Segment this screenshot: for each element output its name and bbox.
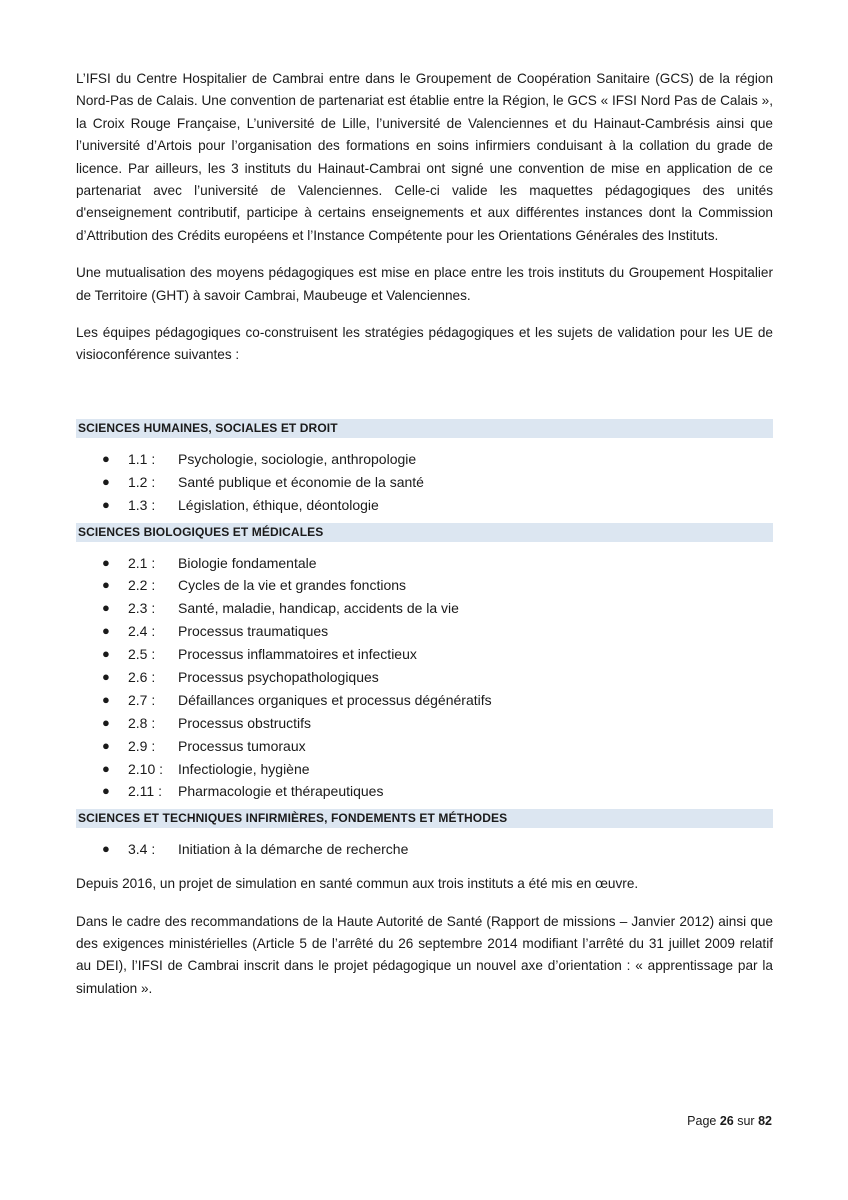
- document-body: [76, 68, 773, 1015]
- section-heading-sciences-techniques: SCIENCES ET TECHNIQUES INFIRMIÈRES, FONDEMENTS ET MÉTHODES: [76, 809, 773, 828]
- ue-label: Défaillances organiques et processus dégénératifs: [178, 691, 492, 708]
- footer-page-word: Page: [687, 1114, 717, 1128]
- ue-label: Santé publique et économie de la santé: [178, 473, 424, 490]
- list-item: [76, 735, 773, 758]
- bullet-icon: ●: [102, 473, 110, 489]
- ue-code: 3.4 :: [128, 841, 156, 858]
- bullet-icon: ●: [102, 496, 110, 512]
- ue-code: 1.2 :: [128, 473, 156, 490]
- list-item: [76, 574, 773, 597]
- bullet-icon: ●: [102, 737, 110, 753]
- has-recommendations-paragraph: Dans le cadre des recommandations de la Haute Autorité de Santé (Rapport de missions – Janvier 2012) ainsi que des exigences ministérielles (Article 5 de l’arrêté du 26 septembre 2014 modifiant l’arrêté du 31 juillet 2009 relatif au DEI), l’IFSI de Cambrai inscrit dans le projet pédagogique un nouvel axe d’orientation : « apprentissage par la simulation ».: [76, 913, 773, 996]
- intro-paragraph-gcs: L’IFSI du Centre Hospitalier de Cambrai entre dans le Groupement de Coopération Sanitaire (GCS) de la région Nord-Pas de Calais. Une convention de partenariat est établie entre la Région, le GCS « IFSI Nord Pas de Calais », la Croix Rouge Française, L’université de Lille, l’université de Valenciennes et du Hainaut-Cambrésis ainsi que l’université d’Artois pour l’organisation des formations en soins infirmiers conduisant à la collation du grade de licence. Par ailleurs, les 3 instituts du Hainaut-Cambrai ont signé une convention de mise en application de ce partenariat avec l’université de Valenciennes. Celle-ci valide les maquettes pédagogiques des unités d'enseignement contributif, participe à certains enseignements et aux différentes instances dont la Commission d’Attribution des Crédits européens et l’Instance Compétente pour les Orientations Générales des Instituts.: [76, 71, 773, 243]
- page-footer: [600, 1114, 772, 1128]
- list-item: [76, 494, 773, 517]
- list-item: [76, 552, 773, 575]
- list-item: [76, 471, 773, 494]
- ue-list-sciences-techniques: [76, 838, 773, 861]
- bullet-icon: ●: [102, 691, 110, 707]
- ue-code: 2.8 :: [128, 714, 156, 731]
- list-item: [76, 712, 773, 735]
- list-item: [76, 666, 773, 689]
- ue-code: 2.6 :: [128, 669, 156, 685]
- section-heading-sciences-biologiques: SCIENCES BIOLOGIQUES ET MÉDICALES: [76, 523, 773, 542]
- ue-label: Cycles de la vie et grandes fonctions: [178, 577, 407, 594]
- ue-code: 1.3 :: [128, 496, 156, 513]
- ue-label: Initiation à la démarche de recherche: [178, 841, 409, 858]
- spacer: [76, 382, 773, 419]
- ue-label: Infectiologie, hygiène: [178, 760, 310, 777]
- bullet-icon: ●: [102, 450, 110, 466]
- ue-code: 2.10 :: [128, 760, 164, 777]
- ue-list-sciences-humaines: [76, 448, 773, 517]
- ue-code: 2.3 :: [128, 600, 156, 617]
- bullet-icon: ●: [102, 554, 110, 570]
- ue-code: 1.1 :: [128, 450, 156, 467]
- list-item: [76, 780, 773, 803]
- bullet-icon: ●: [102, 841, 110, 857]
- bullet-icon: ●: [102, 760, 110, 776]
- bullet-icon: ●: [102, 646, 110, 662]
- ue-label: Législation, éthique, déontologie: [178, 496, 379, 513]
- ue-code: 2.9 :: [128, 737, 156, 754]
- list-item: [76, 597, 773, 620]
- ue-label: Pharmacologie et thérapeutiques: [178, 783, 384, 800]
- simulation-paragraph: Depuis 2016, un projet de simulation en santé commun aux trois instituts a été mis en œuvre.: [76, 876, 639, 892]
- list-item: [76, 643, 773, 666]
- ue-label: Processus obstructifs: [178, 714, 312, 731]
- bullet-icon: ●: [102, 577, 110, 593]
- ue-code: 2.7 :: [128, 691, 156, 708]
- ue-code: 2.4 :: [128, 623, 156, 640]
- ue-code: 2.5 :: [128, 646, 156, 663]
- ue-label: Processus traumatiques: [178, 623, 329, 640]
- section-heading-sciences-humaines: SCIENCES HUMAINES, SOCIALES ET DROIT: [76, 419, 773, 438]
- bullet-icon: ●: [102, 714, 110, 730]
- list-item: [76, 838, 773, 861]
- ue-label: Processus inflammatoires et infectieux: [178, 646, 417, 663]
- bullet-icon: ●: [102, 600, 110, 616]
- ue-code: 2.2 :: [128, 577, 156, 594]
- ue-list-sciences-biologiques: [76, 552, 773, 804]
- list-item: [76, 758, 773, 781]
- ue-label: Processus tumoraux: [178, 737, 306, 754]
- ue-label: Psychologie, sociologie, anthropologie: [178, 450, 417, 467]
- ue-code: 2.11 :: [128, 783, 162, 800]
- list-item: [76, 689, 773, 712]
- intro-paragraph-ght: Une mutualisation des moyens pédagogiques est mise en place entre les trois instituts du Groupement Hospitalier de Territoire (GHT) à savoir Cambrai, Maubeuge et Valenciennes.: [76, 265, 773, 303]
- ue-code: 2.1 :: [128, 554, 156, 571]
- ue-label: Processus psychopathologiques: [178, 669, 379, 685]
- list-item: [76, 620, 773, 643]
- footer-of-word: sur: [737, 1114, 755, 1128]
- ue-label: Biologie fondamentale: [178, 554, 317, 571]
- list-item: [76, 448, 773, 471]
- footer-total-pages: 82: [758, 1114, 772, 1128]
- bullet-icon: ●: [102, 783, 110, 799]
- ue-label: Santé, maladie, handicap, accidents de la vie: [178, 600, 459, 617]
- bullet-icon: ●: [102, 623, 110, 639]
- intro-paragraph-ue: Les équipes pédagogiques co-construisent les stratégies pédagogiques et les sujets de validation pour les UE de visioconférence suivantes :: [76, 325, 773, 363]
- bullet-icon: ●: [102, 669, 110, 684]
- footer-page-number: 26: [719, 1114, 734, 1128]
